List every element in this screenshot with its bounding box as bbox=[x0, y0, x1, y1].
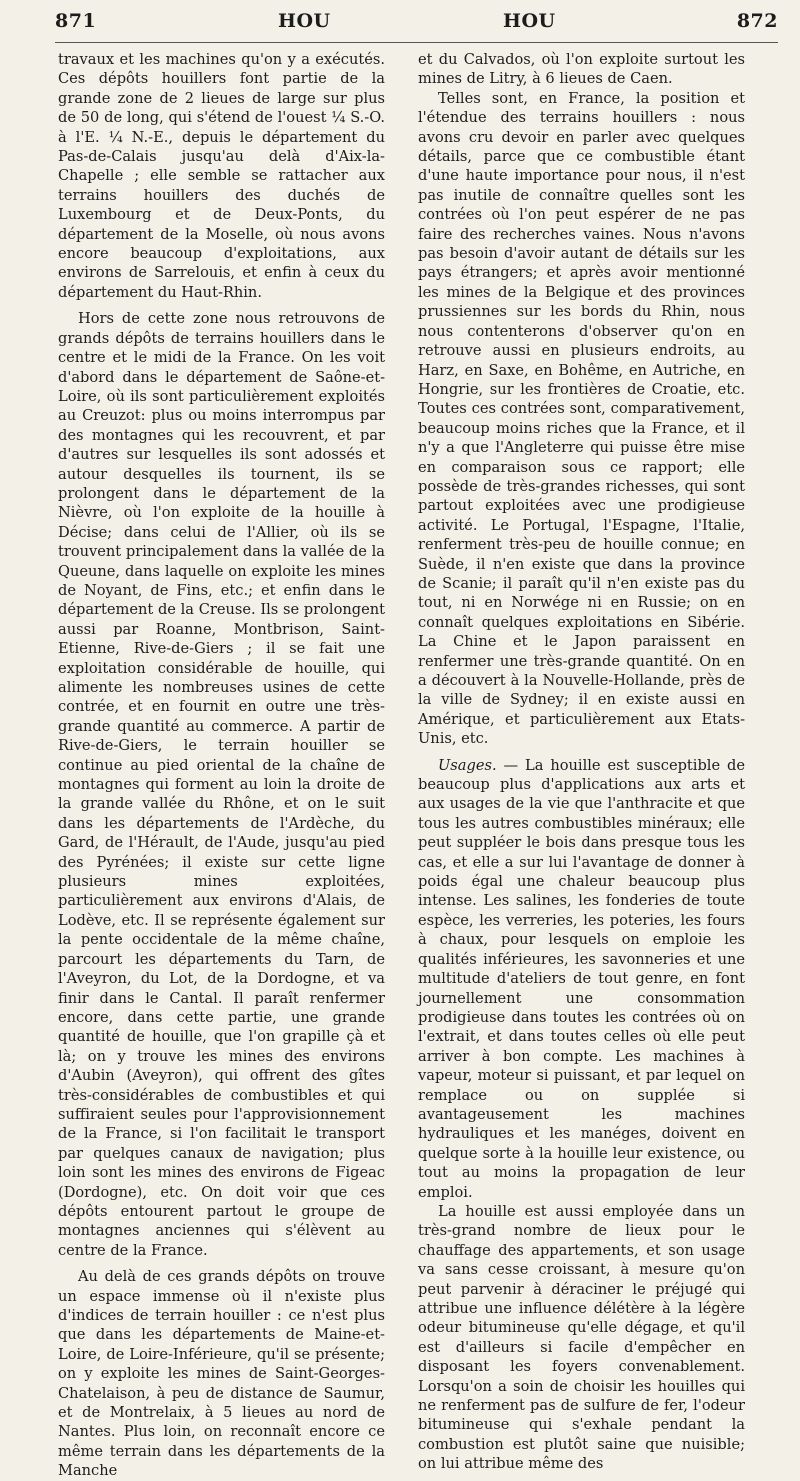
header-word-left: HOU bbox=[278, 10, 331, 32]
right-column bbox=[418, 50, 745, 1473]
header-word-right: HOU bbox=[503, 10, 556, 32]
paragraph-usages bbox=[418, 756, 745, 1202]
paragraph: La houille est aussi employée dans un très-grand nombre de lieux pour le chauffage des appartements, et son usage va sans cesse croissant, à mesure qu'on peut parvenir à déraciner le préjugé qui attribue une influence délétère à la légère odeur bitumineuse qu'elle dégage, et qu'il est d'ailleurs si facile d'empêcher en disposant les foyers convenablement. Lorsqu'on a soin de choisir les houilles qui ne renferment pas de sulfure de fer, l'odeur bitumineuse qui s'exhale pendant la combustion est plutôt saine que nuisible; on lui attribue même des bbox=[418, 1202, 745, 1473]
paragraph-text: — La houille est susceptible de beaucoup plus d'applications aux arts et aux usages de la vie que l'anthracite et que tous les autres combustibles minéraux; elle peut suppléer le bois dans presque tous les cas, et elle a sur lui l'avantage de donner à poids égal une chaleur beaucoup plus intense. Les salines, les fonderies de toute espèce, les verreries, les poteries, les fours à chaux, pour lesquels on emploie les qualités inférieures, les savonneries et une multitude d'ateliers de tout genre, en font journellement une consommation prodigieuse dans toutes les contrées où on l'extrait, et dans toutes celles où elle peut arriver à bon compte. Les machines à vapeur, moteur si puissant, et par lequel on remplace ou on supplée si avantageusement les machines hydrauliques et les manéges, doivent en quelque sorte à la houille leur existence, ou tout au moins la propagation de leur emploi. bbox=[418, 756, 745, 1201]
paragraph: travaux et les machines qu'on y a exécutés. Ces dépôts houillers font partie de la grande zone de 2 lieues de large sur plus de 50 de long, qui s'étend de l'ouest ¼ S.-O. à l'E. ¼ N.-E., depuis le département du Pas-de-Calais jusqu'au delà d'Aix-la-Chapelle ; elle semble se rattacher aux terrains houillers des duchés de Luxembourg et de Deux-Ponts, du département de la Moselle, où nous avons encore beaucoup d'exploitations, aux environs de Sarrelouis, et enfin à ceux du département du Haut-Rhin. bbox=[58, 51, 385, 301]
page-number-left: 871 bbox=[55, 10, 97, 32]
paragraph: Telles sont, en France, la position et l'étendue des terrains houillers : nous avons cru devoir en parler avec quelques détails, parce que ce combustible étant d'une haute importance pour nous, il n'est pas inutile de connaître quelles sont les contrées où l'on peut espérer de ne pas faire des recherches vaines. Nous n'avons pas besoin d'avoir autant de détails sur les pays étrangers; et après avoir mentionné les mines de la Belgique et des provinces prussiennes sur les bords du Rhin, nous nous contenterons d'observer qu'on en retrouve aussi en plusieurs endroits, au Harz, en Saxe, en Bohême, en Autriche, en Hongrie, sur les frontières de Croatie, etc. Toutes ces contrées sont, comparativement, beaucoup moins riches que la France, et il n'y a que l'Angleterre qui puisse être mise en comparaison sous ce rapport; elle possède de très-grandes richesses, qui sont partout exploitées avec une prodigieuse activité. Le Portugal, l'Espagne, l'Italie, renferment très-peu de houille connue; en Suède, il n'en existe que dans la province de Scanie; il paraît qu'il n'en existe pas du tout, ni en Norwége ni en Russie; on en connaît quelques exploitations en Sibérie. La Chine et le Japon paraissent en renfermer une très-grande quantité. On en a découvert à la Nouvelle-Hollande, près de la ville de Sydney; il en existe aussi en Amérique, et particulièrement aux Etats-Unis, etc. bbox=[418, 89, 745, 748]
left-column bbox=[58, 50, 385, 1480]
paragraph: et du Calvados, où l'on exploite surtout les mines de Litry, à 6 lieues de Caen. bbox=[418, 51, 745, 88]
paragraph: Hors de cette zone nous retrouvons de grands dépôts de terrains houillers dans le centre et le midi de la France. On les voit d'abord dans le département de Saône-et-Loire, où ils sont particulièrement exploités au Creuzot: plus ou moins interrompus par des montagnes qui les recouvrent, et par d'autres sur lesquelles ils sont adossés et autour desquelles ils tournent, ils se prolongent dans le département de la Nièvre, où l'on exploite de la houille à Décise; dans celui de l'Allier, où ils se trouvent principalement dans la vallée de la Queune, dans laquelle on exploite les mines de Noyant, de Fins, etc.; et enfin dans le département de la Creuse. Ils se prolongent aussi par Roanne, Montbrison, Saint-Etienne, Rive-de-Giers ; il se fait une exploitation considérable de houille, qui alimente les nombreuses usines de cette contrée, et en fournit en outre une très-grande quantité au commerce. A partir de Rive-de-Giers, le terrain houiller se continue au pied oriental de la chaîne de montagnes qui forment au loin la droite de la grande vallée du Rhône, et on le suit dans les départements de l'Ardèche, du Gard, de l'Hérault, de l'Aude, jusqu'au pied des Pyrénées; il existe sur cette ligne plusieurs mines exploitées, particulièrement aux environs d'Alais, de Lodève, etc. Il se représente également sur la pente occidentale de la même chaîne, parcourt les départements du Tarn, de l'Aveyron, du Lot, de la Dordogne, et va finir dans le Cantal. Il paraît renfermer encore, dans cette partie, une grande quantité de houille, que l'on grapille çà et là; on y trouve les mines des environs d'Aubin (Aveyron), qui offrent des gîtes très-considérables de combustibles et qui suffiraient seules pour l'approvisionnement de la France, si l'on facilitait le transport par quelques canaux de navigation; plus loin sont les mines des environs de Figeac (Dordogne), etc. On doit voir que ces dépôts entourent partout le groupe de montagnes anciennes qui s'élèvent au centre de la France. bbox=[58, 310, 385, 1259]
running-header bbox=[55, 8, 778, 43]
paragraph: Au delà de ces grands dépôts on trouve un espace immense où il n'existe plus d'indices de terrain houiller : ce n'est plus que dans les départements de Maine-et-Loire, de Loire-Inférieure, qu'il se présente; on y exploite les mines de Saint-Georges-Chatelaison, à peu de distance de Saumur, et de Montrelaix, à 5 lieues au nord de Nantes. Plus loin, on reconnaît encore ce même terrain dans les départements de la Manche bbox=[58, 1268, 385, 1480]
page-number-right: 872 bbox=[736, 10, 778, 32]
section-label: Usages. bbox=[438, 756, 497, 774]
